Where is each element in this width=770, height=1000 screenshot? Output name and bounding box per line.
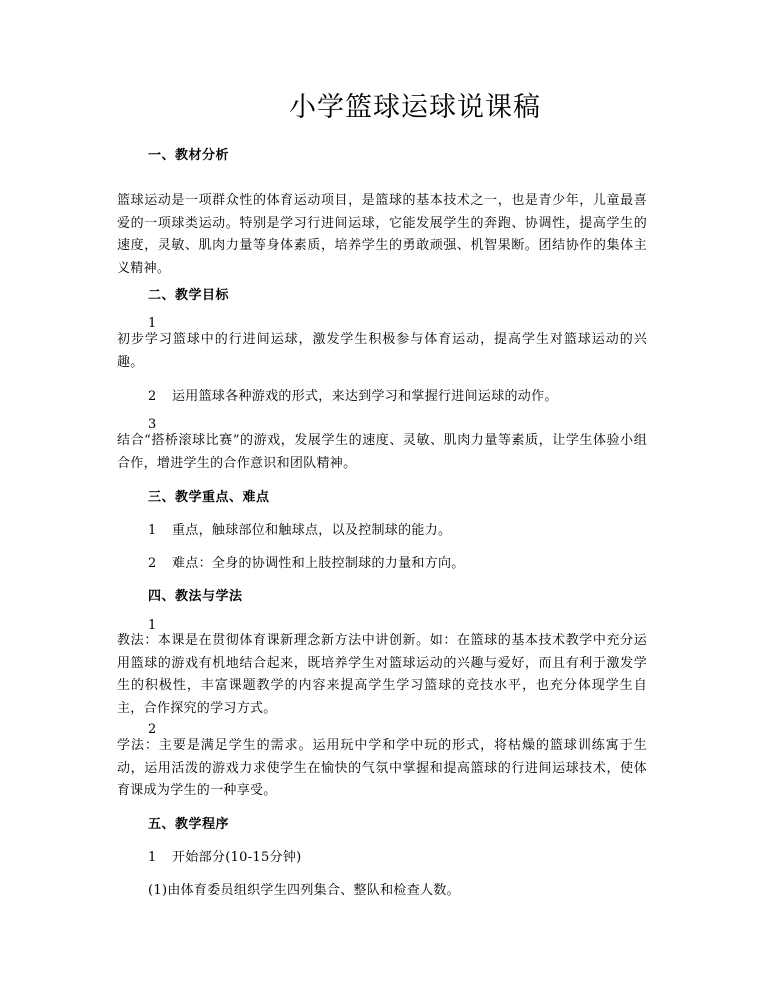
keypoint-number-2: 2 — [148, 556, 157, 571]
section-heading-analysis: 一、教材分析 — [148, 148, 230, 163]
keypoint-number-1: 1 — [148, 523, 157, 538]
objective-number-1: 1 — [148, 316, 157, 331]
method-number-2: 2 — [148, 722, 157, 737]
procedure-text-2: (1)由体育委员组织学生四列集合、整队和检查人数。 — [148, 883, 460, 898]
document-title: 小学篮球运球说课稿 — [289, 92, 541, 123]
section-heading-procedure: 五、教学程序 — [148, 817, 230, 832]
procedure-text-1: 开始部分(10-15分钟) — [172, 850, 302, 865]
objective-item-2 — [148, 385, 558, 404]
objective-number-3: 3 — [148, 417, 157, 432]
objective-number-2: 2 — [148, 389, 157, 404]
section-heading-methods: 四、教法与学法 — [148, 589, 243, 604]
keypoint-text-2: 难点：全身的协调性和上肢控制球的力量和方向。 — [172, 556, 465, 571]
method-text-1: 教法：本课是在贯彻体育课新理念新方法中讲创新。如：在篮球的基本技术教学中充分运用篮球的游戏有机地结合起来，既培养学生对篮球运动的兴趣与爱好，而且有利于激发学生的积极性，丰富课题教学的内容来提高学生学习篮球的竞技水平，也充分体现学生自主，合作探究的学习方式。 — [117, 633, 647, 716]
section-heading-keypoints: 三、教学重点、难点 — [148, 490, 270, 505]
section-heading-objectives: 二、教学目标 — [148, 288, 230, 303]
objective-text-3: 结合“搭桥滚球比赛”的游戏，发展学生的速度、灵敏、肌肉力量等素质，让学生体验小组合作，增进学生的合作意识和团队精神。 — [117, 433, 647, 471]
procedure-number-1: 1 — [148, 850, 157, 865]
objective-text-2: 运用篮球各种游戏的形式，来达到学习和掌握行进间运球的动作。 — [172, 389, 558, 404]
paragraph-analysis: 篮球运动是一项群众性的体育运动项目，是篮球的基本技术之一，也是青少年，儿童最喜爱的一项球类运动。特别是学习行进间运球，它能发展学生的奔跑、协调性，提高学生的速度，灵敏、肌肉力量等身体素质，培养学生的勇敢顽强、机智果断。团结协作的集体主义精神。 — [117, 193, 647, 276]
keypoint-item-2 — [148, 552, 465, 571]
keypoint-item-1 — [148, 519, 451, 538]
objective-text-1: 初步学习篮球中的行进间运球，激发学生积极参与体育运动，提高学生对篮球运动的兴趣。 — [117, 332, 647, 370]
method-text-2: 学法：主要是满足学生的需求。运用玩中学和学中玩的形式，将枯燥的篮球训练寓于生动，运用活泼的游戏力求使学生在愉快的气氛中掌握和提高篮球的行进间运球技术，使体育课成为学生的一种享受。 — [117, 738, 647, 798]
keypoint-text-1: 重点，触球部位和触球点，以及控制球的能力。 — [172, 523, 452, 538]
procedure-item-1 — [148, 846, 302, 865]
method-number-1: 1 — [148, 618, 157, 633]
